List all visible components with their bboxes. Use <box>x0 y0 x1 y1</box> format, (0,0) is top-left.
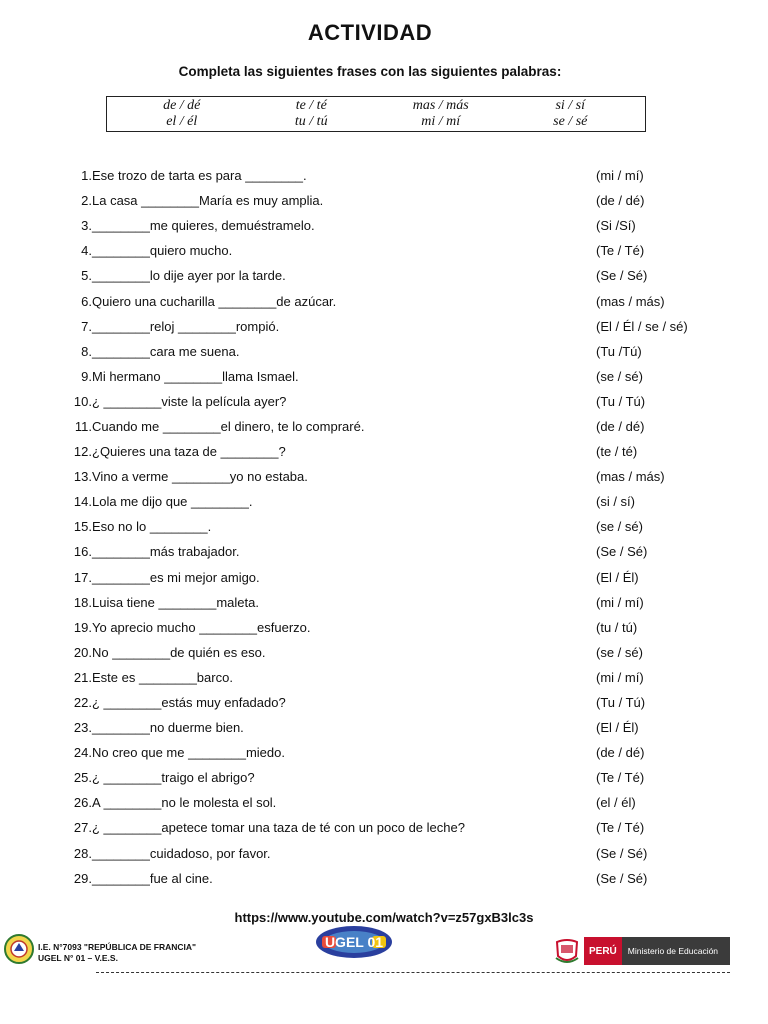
word-bank-item: de / dé <box>163 98 201 113</box>
exercise-number: 26. <box>73 795 92 811</box>
word-bank-item: el / él <box>166 114 198 129</box>
exercise-row <box>62 815 702 840</box>
exercise-row <box>62 841 702 866</box>
exercise-row <box>62 288 702 313</box>
word-bank-item: se / sé <box>553 114 588 129</box>
exercise-options: (el / él) <box>596 795 636 811</box>
ugel-logo <box>314 924 394 960</box>
exercise-sentence: ¿ ________estás muy enfadado? <box>92 695 286 711</box>
exercise-sentence: No creo que me ________miedo. <box>92 745 285 761</box>
exercise-list <box>62 163 702 891</box>
instruction-text: Completa las siguientes frases con las siguientes palabras: <box>178 64 562 79</box>
exercise-sentence: ¿Quieres una taza de ________? <box>92 444 286 460</box>
exercise-sentence: ________cara me suena. <box>92 343 240 359</box>
exercise-number: 11. <box>74 418 92 434</box>
exercise-number: 18. <box>73 594 92 610</box>
exercise-row <box>62 665 702 690</box>
exercise-sentence: ________quiero mucho. <box>92 243 233 259</box>
exercise-number: 20. <box>73 644 92 660</box>
exercise-options: (El / Él) <box>596 569 639 585</box>
exercise-sentence: Cuando me ________el dinero, te lo compraré. <box>92 418 365 434</box>
exercise-sentence: Ese trozo de tarta es para ________. <box>92 168 307 184</box>
exercise-sentence: Vino a verme ________yo no estaba. <box>92 469 308 485</box>
exercise-options: (mi / mí) <box>596 669 644 685</box>
exercise-options: (Te / Té) <box>596 243 645 259</box>
word-bank-item: mas / más <box>412 98 469 113</box>
exercise-row <box>62 339 702 364</box>
exercise-number: 10. <box>73 393 92 409</box>
exercise-options: (Se / Sé) <box>596 845 648 861</box>
exercise-options: (se / sé) <box>596 519 643 535</box>
exercise-row <box>62 514 702 539</box>
exercise-sentence: ¿ ________apetece tomar una taza de té con un poco de leche? <box>92 820 465 836</box>
exercise-row <box>62 615 702 640</box>
school-info <box>38 942 196 964</box>
exercise-row <box>62 539 702 564</box>
exercise-row <box>62 690 702 715</box>
exercise-row <box>62 765 702 790</box>
exercise-options: (si / sí) <box>596 494 635 510</box>
school-name: I.E. N°7093 "REPÚBLICA DE FRANCIA" <box>38 942 197 952</box>
exercise-options: (Te / Té) <box>596 820 645 836</box>
peru-label: PERÚ <box>584 937 622 965</box>
exercise-number: 17. <box>73 569 92 585</box>
exercise-sentence: ________lo dije ayer por la tarde. <box>92 268 286 284</box>
ugel-logo-text: UGEL 01 <box>324 934 384 950</box>
exercise-sentence: ________fue al cine. <box>92 870 213 886</box>
exercise-options: (de / dé) <box>596 418 645 434</box>
exercise-sentence: ________cuidadoso, por favor. <box>92 845 271 861</box>
exercise-number: 2. <box>81 193 92 209</box>
exercise-row <box>62 715 702 740</box>
exercise-number: 5. <box>81 268 92 284</box>
exercise-number: 1. <box>81 168 92 184</box>
exercise-options: (se / sé) <box>596 368 643 384</box>
ministry-badge <box>552 936 730 966</box>
exercise-number: 29. <box>73 870 92 886</box>
exercise-options: (de / dé) <box>596 193 645 209</box>
exercise-number: 4. <box>81 243 92 259</box>
exercise-row <box>62 866 702 891</box>
exercise-options: (Tu /Tú) <box>596 343 642 359</box>
exercise-row <box>62 314 702 339</box>
exercise-sentence: No ________de quién es eso. <box>92 644 266 660</box>
exercise-sentence: ________reloj ________rompió. <box>92 318 280 334</box>
exercise-sentence: Lola me dijo que ________. <box>92 494 253 510</box>
exercise-row <box>62 414 702 439</box>
exercise-options: (mi / mí) <box>596 594 644 610</box>
exercise-number: 8. <box>81 343 92 359</box>
word-bank-box <box>106 96 646 132</box>
exercise-row <box>62 389 702 414</box>
exercise-options: (Te / Té) <box>596 770 645 786</box>
exercise-options: (El / Él) <box>596 720 639 736</box>
exercise-sentence: A ________no le molesta el sol. <box>92 795 277 811</box>
exercise-options: (se / sé) <box>596 644 643 660</box>
exercise-number: 19. <box>73 619 92 635</box>
exercise-row <box>62 213 702 238</box>
exercise-options: (de / dé) <box>596 745 645 761</box>
exercise-row <box>62 640 702 665</box>
exercise-row <box>62 163 702 188</box>
exercise-number: 15. <box>73 519 92 535</box>
exercise-row <box>62 364 702 389</box>
exercise-number: 7. <box>81 318 92 334</box>
exercise-row <box>62 238 702 263</box>
exercise-row <box>62 590 702 615</box>
exercise-sentence: ¿ ________traigo el abrigo? <box>92 770 255 786</box>
exercise-sentence: La casa ________María es muy amplia. <box>92 193 324 209</box>
exercise-number: 3. <box>81 218 92 234</box>
school-seal-icon <box>4 934 34 964</box>
exercise-options: (mi / mí) <box>596 168 644 184</box>
exercise-row <box>62 565 702 590</box>
exercise-number: 21. <box>73 669 92 685</box>
exercise-options: (Tu / Tú) <box>596 695 646 711</box>
exercise-row <box>62 464 702 489</box>
exercise-options: (Se / Sé) <box>596 544 648 560</box>
word-bank-item: te / té <box>295 98 327 113</box>
page-title: ACTIVIDAD <box>307 20 433 45</box>
exercise-number: 13. <box>73 469 92 485</box>
exercise-sentence: Quiero una cucharilla ________de azúcar. <box>92 293 337 309</box>
exercise-number: 25. <box>73 770 92 786</box>
exercise-number: 23. <box>73 720 92 736</box>
exercise-sentence: ________no duerme bien. <box>92 720 244 736</box>
exercise-options: (Si /Sí) <box>596 218 636 234</box>
exercise-sentence: ¿ ________viste la película ayer? <box>92 393 287 409</box>
exercise-row <box>62 790 702 815</box>
exercise-sentence: Yo aprecio mucho ________esfuerzo. <box>92 619 311 635</box>
exercise-options: (Se / Sé) <box>596 268 648 284</box>
exercise-number: 6. <box>81 293 92 309</box>
exercise-sentence: Este es ________barco. <box>92 669 233 685</box>
video-link[interactable]: https://www.youtube.com/watch?v=z57gxB3lc3s <box>234 910 534 925</box>
exercise-sentence: ________más trabajador. <box>92 544 240 560</box>
exercise-sentence: ________es mi mejor amigo. <box>92 569 260 585</box>
exercise-options: (te / té) <box>596 444 638 460</box>
exercise-number: 16. <box>73 544 92 560</box>
exercise-number: 12. <box>73 444 92 460</box>
exercise-number: 14. <box>73 494 92 510</box>
exercise-row <box>62 188 702 213</box>
exercise-number: 28. <box>73 845 92 861</box>
exercise-sentence: Luisa tiene ________maleta. <box>92 594 259 610</box>
exercise-number: 9. <box>81 368 92 384</box>
exercise-options: (El / Él / se / sé) <box>596 318 688 334</box>
ugel-name: UGEL N° 01 – V.E.S. <box>38 953 118 963</box>
exercise-sentence: ________me quieres, demuéstramelo. <box>92 218 315 234</box>
word-bank-item: mi / mí <box>421 114 461 129</box>
exercise-row <box>62 439 702 464</box>
exercise-options: (Tu / Tú) <box>596 393 646 409</box>
ministry-label: Ministerio de Educación <box>622 937 730 965</box>
exercise-sentence: Eso no lo ________. <box>92 519 212 535</box>
peru-crest-icon <box>552 936 582 966</box>
footer-divider <box>96 972 730 973</box>
exercise-number: 22. <box>73 695 92 711</box>
exercise-options: (tu / tú) <box>596 619 638 635</box>
exercise-number: 27. <box>73 820 92 836</box>
exercise-options: (mas / más) <box>596 293 665 309</box>
word-bank-item: si / sí <box>555 98 586 113</box>
word-bank-item: tu / tú <box>294 114 328 129</box>
exercise-options: (mas / más) <box>596 469 665 485</box>
exercise-row <box>62 740 702 765</box>
exercise-row <box>62 263 702 288</box>
exercise-sentence: Mi hermano ________llama Ismael. <box>92 368 299 384</box>
exercise-row <box>62 489 702 514</box>
exercise-options: (Se / Sé) <box>596 870 648 886</box>
exercise-number: 24. <box>73 745 92 761</box>
